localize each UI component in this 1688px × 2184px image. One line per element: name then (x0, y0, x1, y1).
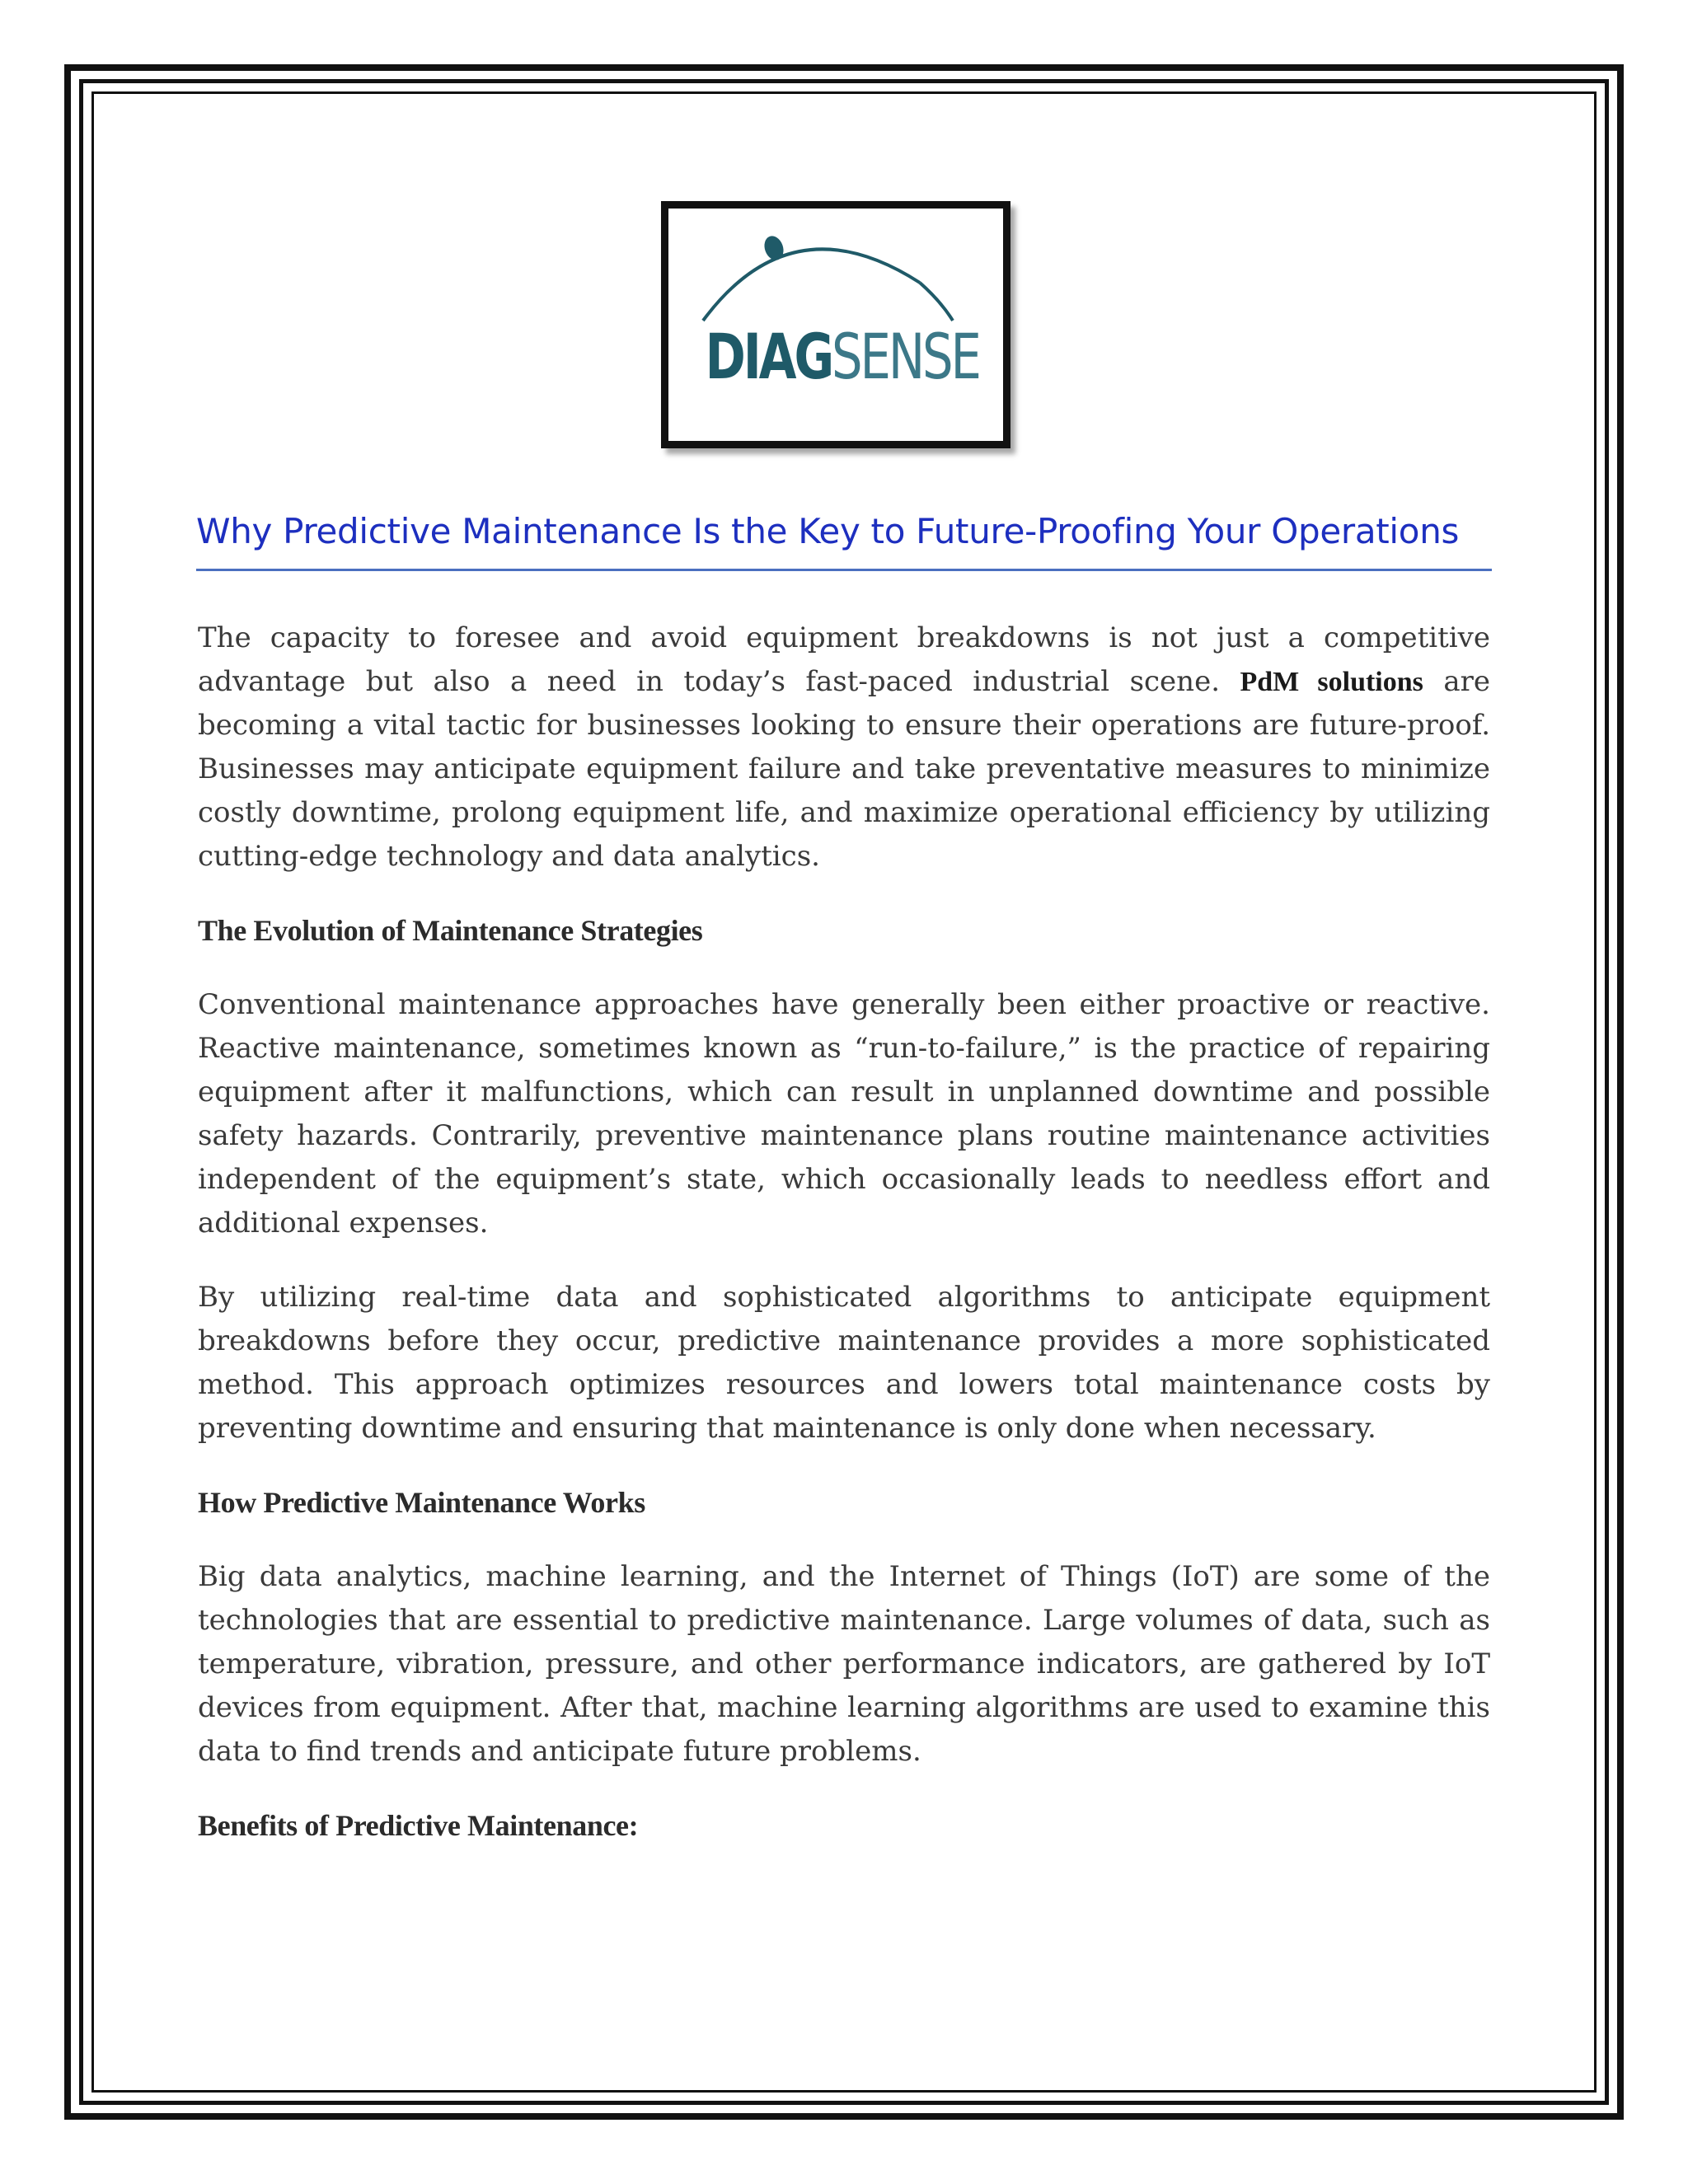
section-heading-benefits: Benefits of Predictive Maintenance: (198, 1809, 639, 1842)
how-paragraph-1: Big data analytics, machine learning, and the Internet of Things (IoT) are some of the technologies that are essential to predictive maintenance. Large volumes of data, such as temperature, vibration, pressure, and other performance indicators, are gathered by IoT devices from equipment. After that, machine learning algorithms are used to examine this data to find trends and anticipate future problems. (198, 1560, 1490, 1768)
intro-text-end: are becoming a vital tactic for businesses looking to ensure their operations are future-proof. Businesses may anticipate equipment failure and take preventative measures to minimize costly downtime, prolong equipment life, and maximize operational efficiency by utilizing cutting-edge technology and data analytics. (198, 665, 1490, 873)
section-heading-how: How Predictive Maintenance Works (198, 1486, 645, 1519)
evolution-paragraph-1: Conventional maintenance approaches have generally been either proactive or reactive. Reactive maintenance, sometimes known as “run-to-failure,” is the practice of repairing equipment after it malfunctions, which can result in unplanned downtime and possible safety hazards. Contrarily, preventive maintenance plans routine maintenance activities independent of the equipment’s state, which occasionally leads to needless effort and additional expenses. (198, 988, 1490, 1240)
article-body (198, 616, 1490, 1878)
logo-text-sense: SENSE (831, 320, 979, 393)
evolution-paragraph-2: By utilizing real-time data and sophisticated algorithms to anticipate equipment breakdowns before they occur, predictive maintenance provides a more sophisticated method. This approach optimizes resources and lowers total maintenance costs by preventing downtime and ensuring that maintenance is only done when necessary. (198, 1281, 1490, 1445)
pdm-solutions-link[interactable]: PdM solutions (1240, 667, 1423, 697)
logo-text-diag: DIAG (705, 320, 832, 393)
diagsense-logo (661, 201, 1010, 448)
section-heading-evolution: The Evolution of Maintenance Strategies (198, 914, 703, 947)
page-title: Why Predictive Maintenance Is the Key to Future-Proofing Your Operations (196, 511, 1460, 551)
title-underline (196, 569, 1492, 571)
intro-paragraph (198, 616, 1490, 879)
logo-wordmark (705, 320, 979, 393)
intro-text-start: The capacity to foresee and avoid equipment breakdowns is not just a competitive advantage but also a need in today’s fast-paced industrial scene. (198, 621, 1490, 698)
